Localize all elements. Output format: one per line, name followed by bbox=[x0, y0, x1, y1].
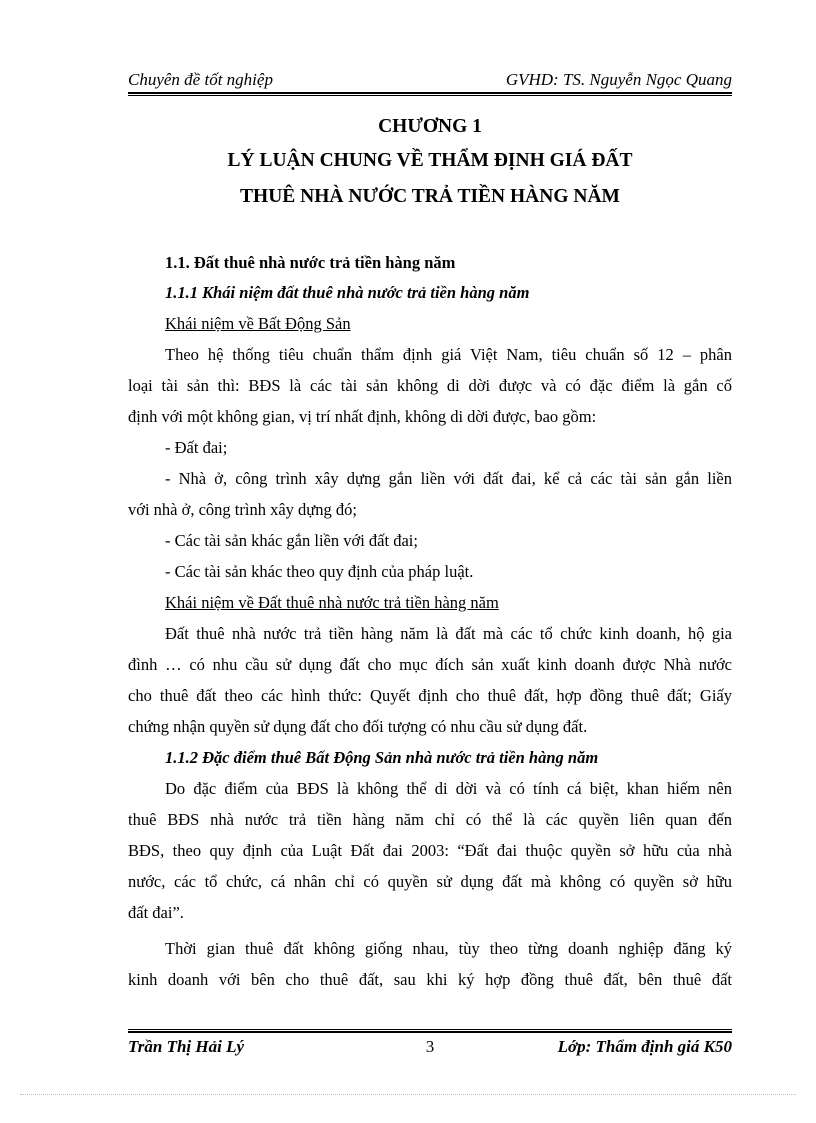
paragraph-line: Đất thuê nhà nước trả tiền hàng năm là đất mà các tổ chức kinh doanh, hộ gia bbox=[165, 624, 732, 643]
footer-rule bbox=[128, 1031, 732, 1033]
paragraph-line: chứng nhận quyền sử dụng đất cho đối tượng có nhu cầu sử dụng đất. bbox=[128, 717, 588, 736]
paragraph-line: đình … có nhu cầu sử dụng đất cho mục đích sản xuất kinh doanh được Nhà nước bbox=[128, 655, 732, 674]
list-item: - Nhà ở, công trình xây dựng gắn liền với đất đai, kể cả các tài sản gắn liền bbox=[165, 469, 732, 488]
paragraph-line: Do đặc điểm của BĐS là không thể di dời và có tính cá biệt, khan hiếm nên bbox=[165, 779, 732, 798]
list-item: - Các tài sản khác gắn liền với đất đai; bbox=[165, 531, 418, 550]
footer-author: Trần Thị Hải Lý bbox=[128, 1037, 245, 1056]
paragraph-line: đất đai”. bbox=[128, 903, 184, 922]
underlined-heading-dat-thue: Khái niệm về Đất thuê nhà nước trả tiền hàng năm bbox=[165, 593, 499, 612]
paragraph-line: Thời gian thuê đất không giống nhau, tùy theo từng doanh nghiệp đăng ký bbox=[165, 939, 732, 958]
header-rule-thin bbox=[128, 95, 732, 96]
subsection-heading-1-1-1: 1.1.1 Khái niệm đất thuê nhà nước trả tiền hàng năm bbox=[165, 283, 530, 302]
page-header bbox=[128, 68, 732, 90]
footer-rule-thin bbox=[128, 1029, 732, 1030]
header-right: GVHD: TS. Nguyễn Ngọc Quang bbox=[505, 70, 732, 89]
footer-class: Lớp: Thẩm định giá K50 bbox=[557, 1037, 732, 1056]
paragraph-line: nước, các tổ chức, cá nhân chỉ có quyền sử dụng đất mà không có quyền sở hữu bbox=[128, 872, 732, 891]
paragraph-line: loại tài sản thì: BĐS là các tài sản không di dời được và có đặc điểm là gắn cố bbox=[128, 376, 732, 395]
paragraph-line: cho thuê đất theo các hình thức: Quyết định cho thuê đất, hợp đồng thuê đất; Giấy bbox=[128, 686, 732, 705]
section-heading-1-1: 1.1. Đất thuê nhà nước trả tiền hàng năm bbox=[165, 253, 456, 272]
subsection-heading-1-1-2: 1.1.2 Đặc điểm thuê Bất Động Sản nhà nước trả tiền hàng năm bbox=[165, 748, 599, 767]
paragraph-line: kinh doanh với bên cho thuê đất, sau khi ký hợp đồng thuê đất, bên thuê đất bbox=[128, 970, 732, 989]
paragraph-line: định với một không gian, vị trí nhất định, không di dời được, bao gồm: bbox=[128, 407, 597, 426]
header-left: Chuyên đề tốt nghiệp bbox=[128, 70, 273, 89]
list-item-continuation: với nhà ở, công trình xây dựng đó; bbox=[128, 500, 357, 519]
page-number: 3 bbox=[425, 1037, 435, 1056]
list-item: - Đất đai; bbox=[165, 438, 228, 457]
paragraph-line: Theo hệ thống tiêu chuẩn thẩm định giá Việt Nam, tiêu chuẩn số 12 – phân bbox=[165, 345, 732, 364]
paragraph-line: thuê BĐS nhà nước trả tiền hàng năm chỉ có thể là các quyền liên quan đến bbox=[128, 810, 732, 829]
paragraph-line: BĐS, theo quy định của Luật Đất đai 2003: “Đất đai thuộc quyền sở hữu của nhà bbox=[128, 841, 732, 860]
page-bottom-divider bbox=[20, 1094, 796, 1095]
chapter-number: CHƯƠNG 1 bbox=[378, 116, 482, 137]
list-item: - Các tài sản khác theo quy định của pháp luật. bbox=[165, 562, 474, 581]
page-footer bbox=[128, 1036, 732, 1058]
underlined-heading-bds: Khái niệm về Bất Động Sản bbox=[165, 314, 351, 333]
chapter-title-line-2: THUÊ NHÀ NƯỚC TRẢ TIỀN HÀNG NĂM bbox=[240, 186, 620, 207]
header-rule bbox=[128, 92, 732, 94]
chapter-title-line-1: LÝ LUẬN CHUNG VỀ THẨM ĐỊNH GIÁ ĐẤT bbox=[227, 150, 633, 171]
